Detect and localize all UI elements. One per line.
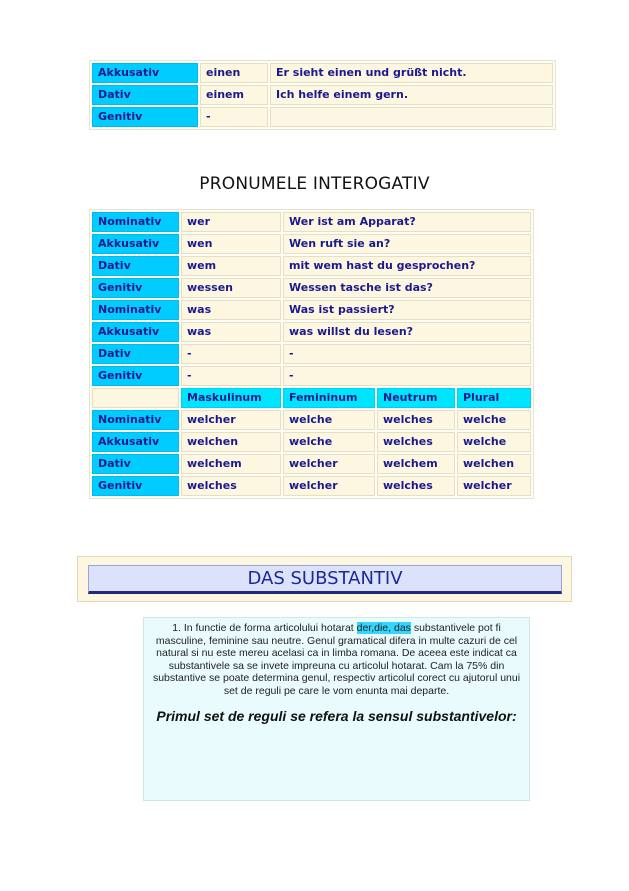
- example-cell: [270, 107, 553, 127]
- form-cell: einem: [200, 85, 268, 105]
- example-cell: -: [283, 366, 531, 386]
- welcher-header-row: [92, 388, 531, 408]
- example-cell: Wer ist am Apparat?: [283, 212, 531, 232]
- case-cell: Dativ: [92, 85, 198, 105]
- case-cell: Dativ: [92, 454, 179, 474]
- indefinite-pronoun-table: [89, 60, 556, 130]
- header-maskulinum: Maskulinum: [181, 388, 281, 408]
- example-cell: mit wem hast du gesprochen?: [283, 256, 531, 276]
- case-cell: Akkusativ: [92, 322, 179, 342]
- table-row: [92, 344, 531, 364]
- maskulinum-cell: welchem: [181, 454, 281, 474]
- form-cell: einen: [200, 63, 268, 83]
- header-femininum: Femininum: [283, 388, 375, 408]
- plural-cell: welcher: [457, 476, 531, 496]
- example-cell: Was ist passiert?: [283, 300, 531, 320]
- substantiv-banner: [77, 556, 572, 602]
- example-cell: was willst du lesen?: [283, 322, 531, 342]
- table-row: [92, 212, 531, 232]
- intro-text-before: 1. In functie de forma articolului hotarat: [172, 622, 357, 634]
- table-row: [92, 107, 553, 127]
- table-row: [92, 410, 531, 430]
- rule-heading: Primul set de reguli se refera la sensul substantivelor:: [156, 708, 517, 724]
- case-cell: Dativ: [92, 256, 179, 276]
- neutrum-cell: welches: [377, 410, 455, 430]
- case-cell: Genitiv: [92, 278, 179, 298]
- form-cell: was: [181, 300, 281, 320]
- form-cell: wessen: [181, 278, 281, 298]
- example-cell: Ich helfe einem gern.: [270, 85, 553, 105]
- case-cell: Nominativ: [92, 300, 179, 320]
- form-cell: -: [181, 366, 281, 386]
- table-row: [92, 476, 531, 496]
- table-row: [92, 454, 531, 474]
- section-title-interrogative: PRONUMELE INTEROGATIV: [199, 174, 430, 194]
- plural-cell: welche: [457, 410, 531, 430]
- example-cell: Er sieht einen und grüßt nicht.: [270, 63, 553, 83]
- maskulinum-cell: welches: [181, 476, 281, 496]
- table-row: [92, 300, 531, 320]
- case-cell: Akkusativ: [92, 432, 179, 452]
- case-cell: Genitiv: [92, 366, 179, 386]
- maskulinum-cell: welchen: [181, 432, 281, 452]
- table-row: [92, 234, 531, 254]
- interrogative-pronoun-table: [89, 209, 534, 499]
- example-cell: Wessen tasche ist das?: [283, 278, 531, 298]
- substantiv-intro-box: [143, 617, 530, 801]
- plural-cell: welchen: [457, 454, 531, 474]
- case-cell: Genitiv: [92, 476, 179, 496]
- form-cell: wer: [181, 212, 281, 232]
- femininum-cell: welche: [283, 410, 375, 430]
- form-cell: wem: [181, 256, 281, 276]
- neutrum-cell: welchem: [377, 454, 455, 474]
- plural-cell: welche: [457, 432, 531, 452]
- form-cell: was: [181, 322, 281, 342]
- table-row: [92, 432, 531, 452]
- substantiv-title: DAS SUBSTANTIV: [88, 565, 562, 594]
- case-cell: Nominativ: [92, 410, 179, 430]
- table-row: [92, 278, 531, 298]
- example-cell: -: [283, 344, 531, 364]
- table-row: [92, 256, 531, 276]
- articles-highlight: der,die, das: [356, 622, 411, 634]
- form-cell: -: [200, 107, 268, 127]
- table-row: [92, 63, 553, 83]
- neutrum-cell: welches: [377, 476, 455, 496]
- header-empty-cell: [92, 388, 179, 408]
- neutrum-cell: welches: [377, 432, 455, 452]
- table-row: [92, 366, 531, 386]
- header-plural: Plural: [457, 388, 531, 408]
- table-row: [92, 85, 553, 105]
- femininum-cell: welcher: [283, 476, 375, 496]
- example-cell: Wen ruft sie an?: [283, 234, 531, 254]
- intro-paragraph: [150, 622, 523, 697]
- intro-text-after: substantivele pot fi masculine, feminine sau neutre. Genul gramatical difera in multe cazuri de cel natural si nu este mereu acelasi ca in limba romana. De aceea este indicat ca substantivele sa se invete impreuna cu articolul hotarat. Cam la 75% din substantive se poate determina genul, respectiv articolul corect cu ajutorul unui set de reguli pe care le vom enunta mai departe.: [152, 622, 521, 697]
- table-row: [92, 322, 531, 342]
- maskulinum-cell: welcher: [181, 410, 281, 430]
- form-cell: -: [181, 344, 281, 364]
- case-cell: Nominativ: [92, 212, 179, 232]
- femininum-cell: welcher: [283, 454, 375, 474]
- case-cell: Dativ: [92, 344, 179, 364]
- case-cell: Akkusativ: [92, 234, 179, 254]
- form-cell: wen: [181, 234, 281, 254]
- case-cell: Akkusativ: [92, 63, 198, 83]
- femininum-cell: welche: [283, 432, 375, 452]
- case-cell: Genitiv: [92, 107, 198, 127]
- header-neutrum: Neutrum: [377, 388, 455, 408]
